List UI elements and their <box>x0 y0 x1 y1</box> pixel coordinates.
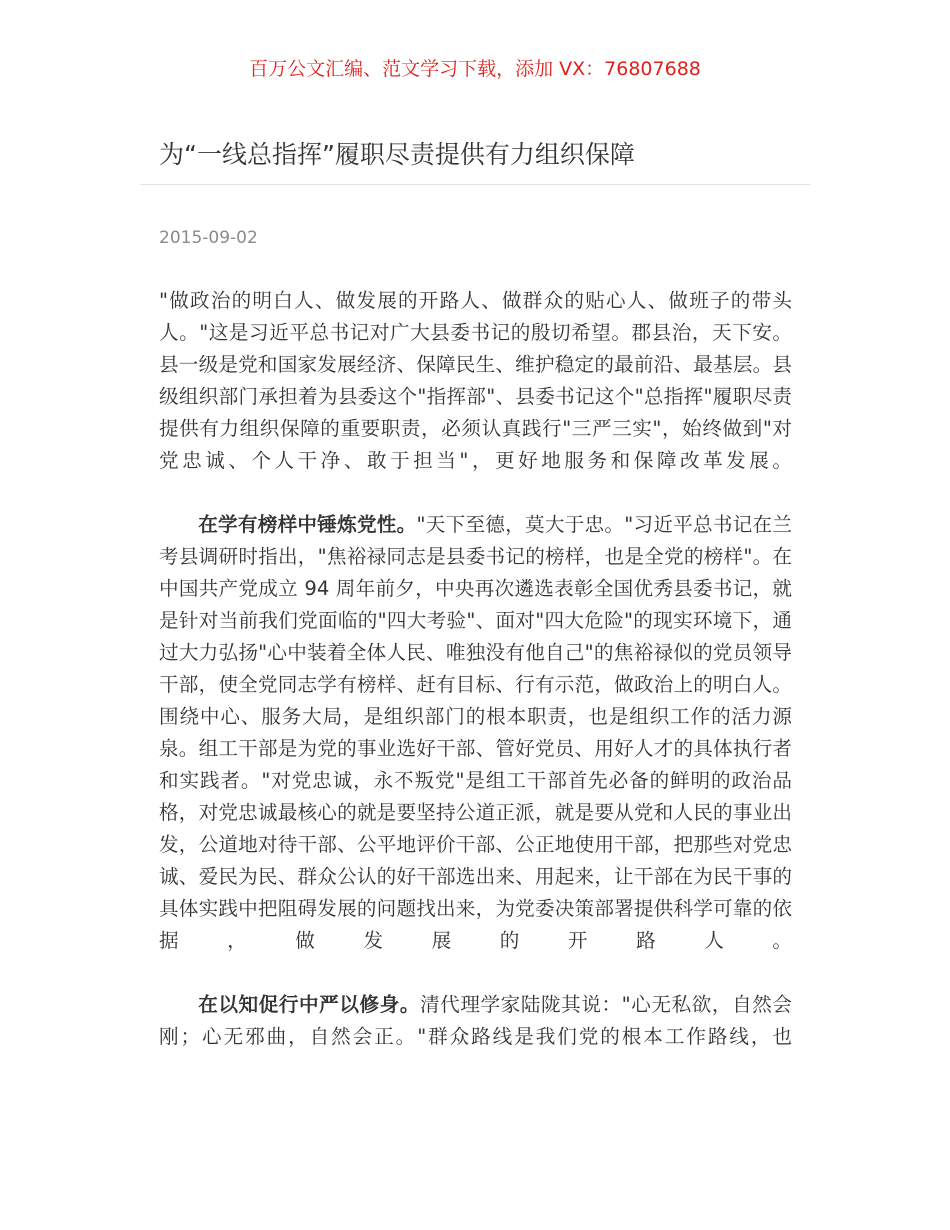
promo-banner: 百万公文汇编、范文学习下载，添加 VX：76807688 <box>249 58 701 80</box>
paragraph-text: "天下至德，莫大于忠。"习近平总书记在兰考县调研时指出，"焦裕禄同志是县委书记的榜样，也是全党的榜样"。在中国共产党成立 94 周年前夕，中央再次遴选表彰全国优秀县委书记，就是针对当前我们党面临的"四大考验"、面对"四大危险"的现实环境下，通过大力弘扬"心中装着全体人民、唯独没有他自己"的焦裕禄似的党员领导干部，使全党同志学有榜样、赶有目标、行有示范，做政治上的明白人。围绕中心、服务大局，是组织部门的根本职责，也是组织工作的活力源泉。组工干部是为党的事业选好干部、管好党员、用好人才的具体执行者和实践者。"对党忠诚，永不叛党"是组工干部首先必备的鲜明的政治品格，对党忠诚最核心的就是要坚持公道正派，就是要从党和人民的事业出发，公道地对待干部、公平地评价干部、公正地使用干部，把那些对党忠诚、爱民为民、群众公认的好干部选出来、用起来，让干部在为民干事的具体实践中把阻碍发展的问题找出来，为党委决策部署提供科学可靠的依据，做发展的开路人。 <box>159 513 793 952</box>
article-body <box>159 285 792 1053</box>
paragraph-lead: 在学有榜样中锤炼党性。 <box>198 513 417 536</box>
publish-date: 2015-09-02 <box>159 228 258 248</box>
title-divider <box>140 184 810 185</box>
paragraph-self-cultivation <box>159 989 792 1053</box>
paragraph-party-spirit <box>159 509 792 957</box>
article-title: 为“一线总指挥”履职尽责提供有力组织保障 <box>159 140 635 169</box>
paragraph-lead: 在以知促行中严以修身。 <box>198 993 421 1016</box>
paragraph-text: 清代理学家陆陇其说："心无私欲，自然会刚；心无邪曲，自然会正。"群众路线是我们党的根本工作路线，也 <box>159 993 793 1048</box>
paragraph-intro <box>159 285 792 477</box>
paragraph-text: "做政治的明白人、做发展的开路人、做群众的贴心人、做班子的带头人。"这是习近平总书记对广大县委书记的殷切希望。郡县治，天下安。县一级是党和国家发展经济、保障民生、维护稳定的最前沿、最基层。县级组织部门承担着为县委这个"指挥部"、县委书记这个"总指挥"履职尽责提供有力组织保障的重要职责，必须认真践行"三严三实"，始终做到"对党忠诚、个人干净、敢于担当"，更好地服务和保障改革发展。 <box>159 289 792 472</box>
